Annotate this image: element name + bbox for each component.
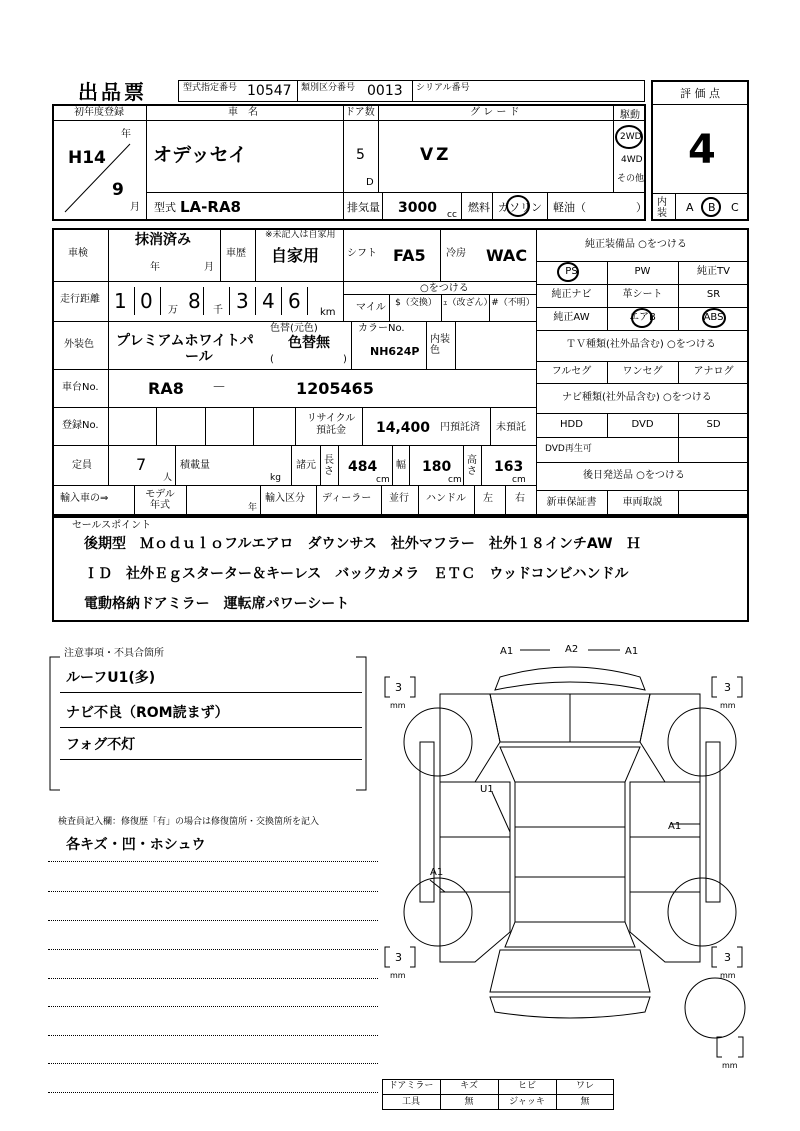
equip-pw: PW: [634, 266, 651, 277]
drive-label: 駆動: [620, 110, 640, 121]
inspector-label: 検査員記入欄：修復歴「有」の場合は修復箇所・交換箇所を記入: [58, 817, 320, 827]
repaint-value: 色替無: [288, 335, 330, 351]
drive-other: その他: [617, 174, 645, 184]
car-name: オデッセイ: [153, 144, 248, 166]
meter-modified: ｪ（改ざん）: [443, 298, 493, 308]
chassis-dash: －: [212, 380, 226, 396]
equip-navi: 純正ナビ: [551, 289, 592, 300]
wheel-spare: [685, 978, 745, 1038]
mileage-digit-2: 0: [140, 289, 153, 313]
legend-crack: ヒビ: [517, 1081, 536, 1091]
capacity-unit: 人: [163, 473, 173, 483]
fuel-gasoline-circle: [506, 195, 530, 217]
first-reg-slash: [60, 142, 140, 217]
fuel-gasoline: ガソリン: [498, 201, 542, 214]
load-label: 積載量: [180, 460, 210, 471]
ac-label: 冷房: [446, 248, 466, 259]
history-note: ※未記入は自家用: [265, 230, 336, 240]
load-unit: kg: [270, 473, 281, 483]
legend-scratch: キズ: [460, 1081, 478, 1091]
model-cert-value: 10547: [247, 83, 292, 99]
capacity-value: 7: [136, 455, 147, 474]
first-reg-label: 初年度登録: [74, 107, 124, 118]
height-label: 高さ: [467, 455, 477, 477]
handle-left: 左: [483, 493, 493, 504]
displacement-value: 3000: [398, 200, 437, 216]
doors-value: 5: [356, 147, 365, 163]
color-no-label: カラーNo.: [358, 323, 405, 334]
sheet-title: 出品票: [78, 80, 147, 104]
navi-dvd-playback: DVD再生可: [545, 444, 592, 454]
drive-4wd: 4WD: [621, 155, 643, 165]
history-value: 自家用: [271, 246, 320, 265]
model-year-label: モデル年式: [145, 489, 175, 511]
doors-label: ドア数: [345, 107, 375, 118]
tread-front-right-unit: mm: [720, 701, 736, 710]
shift-value: FA5: [393, 246, 426, 265]
shift-label: シフト: [347, 248, 377, 259]
later-warranty: 新車保証書: [546, 497, 597, 508]
tv-analog: アナログ: [693, 366, 734, 377]
navi-sd: SD: [706, 419, 721, 430]
wheel-front-right: [668, 708, 736, 776]
label-u1-roof: U1: [480, 784, 494, 795]
mileage-digit-5: 4: [262, 289, 275, 313]
equip-tv: 純正TV: [697, 266, 730, 277]
right-front-door: [630, 782, 700, 837]
ac-value: WAC: [486, 246, 528, 265]
interior-grade-circle: [701, 197, 721, 217]
wheel-front-left: [404, 708, 472, 776]
wheel-rear-left: [404, 878, 472, 946]
first-reg-year: H14: [68, 148, 106, 168]
registration-label: 登録No.: [62, 420, 99, 431]
mileage-label: 走行距離: [60, 294, 100, 305]
tv-oneseg: ワンセグ: [622, 366, 663, 377]
label-top-a1-left: A1: [500, 646, 514, 657]
sales-point-line-1: 後期型 Ｍｏｄｕｌｏフルエアロ ダウンサス 社外マフラー 社外１８インチAW Ｈ: [84, 536, 641, 552]
meter-exchange: $（交換）: [395, 298, 437, 308]
windshield: [500, 747, 640, 782]
mileage-man: 万: [168, 305, 178, 316]
equip-aw: 純正AW: [553, 312, 590, 323]
sales-point-line-3: 電動格納ドアミラー 運転席パワーシート: [84, 596, 350, 612]
height-value: 163: [494, 459, 524, 475]
repaint-paren-close: ): [343, 354, 347, 365]
label-top-a2: A2: [565, 644, 579, 655]
width-label: 幅: [396, 460, 406, 471]
equip-leather: 革シート: [622, 289, 663, 300]
color-value-line2: ール: [185, 349, 213, 365]
navi-dvd: DVD: [631, 419, 654, 430]
class-label: 類別区分番号: [301, 83, 356, 93]
legend-door-mirror: ドアミラー: [388, 1081, 434, 1091]
chassis-label: 車台No.: [62, 382, 99, 393]
interior-color-label: 内装色: [430, 334, 450, 356]
tread-rear-right: 3: [724, 951, 731, 964]
score-value: 4: [688, 127, 716, 173]
inspector-line-1: 各キズ・凹・ホシュウ: [66, 837, 206, 853]
label-a1-left-rear: A1: [430, 867, 444, 878]
equip-airbag-circle: [631, 308, 653, 328]
navi-hdd: HDD: [560, 419, 583, 430]
handle-right: 右: [515, 493, 525, 504]
car-damage-diagram: [370, 632, 770, 1072]
tread-front-right: 3: [724, 681, 731, 694]
dims-label: 諸元: [296, 460, 316, 471]
model-cert-label: 型式指定番号: [183, 83, 238, 93]
interior-grade-c: C: [731, 201, 739, 214]
grade-value: VZ: [420, 145, 452, 165]
import-label: 輸入車の⇒: [60, 493, 109, 504]
tread-front-left-unit: mm: [390, 701, 406, 710]
tv-heading: ＴＶ種類(社外品含む) ○をつける: [566, 339, 716, 350]
capacity-label: 定員: [72, 460, 92, 471]
tread-front-left: 3: [395, 681, 402, 694]
legend-tools-value: 無: [464, 1097, 474, 1107]
chassis-prefix: RA8: [148, 379, 184, 398]
inspection-value: 抹消済み: [135, 232, 191, 248]
equip-abs: ABS: [703, 312, 724, 323]
interior-label: 内装: [657, 197, 667, 219]
tailgate: [490, 950, 650, 992]
equip-airbag: エアB: [629, 312, 656, 323]
mileage-digit-1: 1: [114, 289, 127, 313]
tread-rear-left-unit: mm: [390, 971, 406, 980]
notes-label: 注意事項・不具合箇所: [64, 648, 164, 659]
front-bumper: [495, 667, 645, 690]
import-dealer: ディーラー: [322, 493, 372, 504]
model-value: LA-RA8: [180, 198, 241, 216]
serial-label: シリアル番号: [416, 83, 470, 93]
recycle-not-deposited: 未預託: [496, 422, 526, 433]
score-label: 評 価 点: [680, 87, 720, 100]
length-value: 484: [348, 459, 378, 475]
width-value: 180: [422, 459, 452, 475]
class-value: 0013: [367, 83, 403, 99]
mileage-km: km: [320, 307, 336, 318]
grade-label: グ レ ー ド: [470, 107, 520, 118]
meter-unknown: #（不明）: [491, 298, 535, 308]
tread-rear-right-unit: mm: [720, 971, 736, 980]
fuel-diesel-close: ）: [636, 201, 647, 214]
equip-ps-circle: [557, 262, 579, 282]
fuel-diesel: 軽油（: [553, 201, 586, 214]
right-side-sill: [706, 742, 720, 902]
mile-label: マイル: [356, 302, 386, 313]
rear-bumper: [490, 997, 650, 1018]
right-rear-door: [630, 837, 700, 892]
recycle-label: リサイクル預託金: [306, 413, 356, 436]
left-side-sill: [420, 742, 434, 902]
front-left-fender: [440, 694, 500, 782]
chassis-number: 1205465: [296, 379, 374, 398]
drive-2wd: 2WD: [620, 132, 642, 142]
tread-rear-left: 3: [395, 951, 402, 964]
interior-grade-b: B: [708, 201, 716, 214]
handle-label: ハンドル: [426, 493, 466, 504]
left-rear-door: [440, 837, 510, 892]
std-equipment-heading: 純正装備品 ○をつける: [585, 239, 687, 250]
model-label: 型式: [154, 201, 176, 214]
width-unit: cm: [448, 475, 462, 485]
mileage-sen: 千: [213, 305, 223, 316]
legend-jack-value: 無: [580, 1097, 590, 1107]
inspection-month-unit: 月: [204, 262, 214, 273]
drive-2wd-circle: [615, 125, 643, 149]
length-unit: cm: [376, 475, 390, 485]
color-value-line1: プレミアムホワイトパ: [116, 333, 254, 349]
length-label: 長さ: [324, 455, 334, 477]
note-line-2: ナビ不良（ROM読まず）: [66, 705, 229, 721]
interior-grade-a: A: [686, 201, 694, 214]
mileage-digit-4: 3: [236, 289, 249, 313]
displacement-label: 排気量: [347, 201, 380, 214]
wheel-rear-right: [668, 878, 736, 946]
color-label: 外装色: [64, 339, 94, 350]
model-year-unit: 年: [248, 503, 258, 513]
first-reg-year-unit: 年: [121, 129, 131, 140]
legend-jack: ジャッキ: [509, 1097, 545, 1107]
note-line-3: フォグ不灯: [66, 737, 136, 753]
recycle-deposited: 円預託済: [440, 422, 480, 433]
equip-abs-circle: [702, 308, 726, 328]
sales-points-label: セールスポイント: [72, 520, 152, 531]
front-right-fender: [640, 694, 700, 782]
repaint-label: 色替(元色): [270, 323, 318, 334]
later-shipment-heading: 後日発送品 ○をつける: [583, 470, 685, 481]
first-reg-month-unit: 月: [130, 202, 140, 213]
note-line-1: ルーフU1(多): [66, 670, 156, 686]
equip-ps: PS: [565, 266, 578, 277]
later-manual: 車両取説: [622, 497, 663, 508]
meter-heading: ○をつける: [420, 283, 469, 294]
roof: [515, 782, 625, 922]
doors-suffix: D: [366, 177, 374, 188]
equip-sr: SR: [706, 289, 721, 300]
displacement-unit: cc: [447, 210, 457, 220]
tread-spare-unit: mm: [722, 1061, 738, 1070]
mileage-digit-3: 8: [188, 289, 201, 313]
history-label: 車歴: [226, 248, 246, 259]
color-no-value: NH624P: [370, 345, 420, 358]
label-top-a1-right: A1: [625, 646, 639, 657]
navi-heading: ナビ種類(社外品含む) ○をつける: [562, 392, 712, 403]
mileage-digit-6: 6: [288, 289, 301, 313]
legend-tools: 工具: [401, 1097, 420, 1107]
import-parallel: 並行: [389, 493, 409, 504]
repaint-paren-open: (: [270, 354, 274, 365]
rear-glass: [505, 922, 635, 947]
height-unit: cm: [512, 475, 526, 485]
tv-fullseg: フルセグ: [551, 366, 592, 377]
car-name-label: 車 名: [228, 107, 258, 118]
import-class-label: 輸入区分: [265, 493, 305, 504]
sales-point-line-2: ＩＤ 社外Ｅｇスターター＆キーレス バックカメラ ＥＴＣ ウッドコンビハンドル: [84, 566, 629, 582]
recycle-value: 14,400: [376, 420, 431, 436]
inspection-label: 車検: [68, 248, 88, 259]
fuel-label: 燃料: [468, 201, 490, 214]
inspection-year-unit: 年: [150, 262, 160, 273]
label-a1-right-door: A1: [668, 821, 682, 832]
first-reg-month: 9: [112, 180, 124, 200]
legend-break: ワレ: [575, 1081, 594, 1091]
